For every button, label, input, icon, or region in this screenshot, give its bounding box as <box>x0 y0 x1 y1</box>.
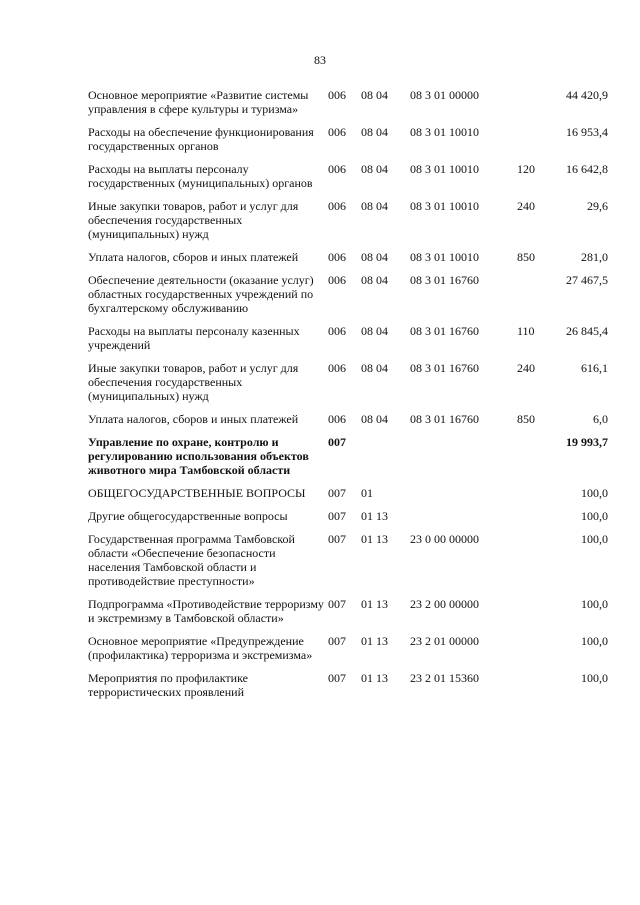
row-target-article-code: 08 3 01 16760 <box>410 324 479 338</box>
row-target-article-code <box>410 486 517 509</box>
row-section-code: 08 04 <box>361 361 388 375</box>
row-target-article-code: 08 3 01 16760 <box>410 273 479 287</box>
table-row <box>88 273 608 324</box>
table-row <box>88 634 608 671</box>
row-amount: 16 642,8 <box>566 162 608 176</box>
row-grbs-code: 006 <box>328 273 346 287</box>
row-amount: 19 993,7 <box>566 435 608 449</box>
row-target-article-code: 08 3 01 00000 <box>410 88 479 102</box>
row-amount: 100,0 <box>581 509 608 523</box>
table-row <box>88 88 608 125</box>
row-name: Государственная программа Тамбовской области «Обеспечение безопасности населения Тамбовской области и противодействие преступности» <box>88 532 295 588</box>
row-expense-type-code <box>517 532 552 597</box>
table-row <box>88 125 608 162</box>
row-target-article-code: 08 3 01 10010 <box>410 125 479 139</box>
row-amount: 29,6 <box>587 199 608 213</box>
row-section-code <box>361 435 410 486</box>
table-row <box>88 361 608 412</box>
row-expense-type-code <box>517 125 552 162</box>
row-amount: 281,0 <box>581 250 608 264</box>
row-section-code: 08 04 <box>361 324 388 338</box>
row-grbs-code: 006 <box>328 361 346 375</box>
row-target-article-code <box>410 509 517 532</box>
row-amount: 616,1 <box>581 361 608 375</box>
row-grbs-code: 006 <box>328 199 346 213</box>
row-target-article-code: 08 3 01 16760 <box>410 412 479 426</box>
row-expense-type-code: 110 <box>517 324 535 338</box>
row-name: Основное мероприятие «Развитие системы управления в сфере культуры и туризма» <box>88 88 309 116</box>
row-expense-type-code <box>517 597 552 634</box>
row-name: Расходы на обеспечение функционирования государственных органов <box>88 125 314 153</box>
row-target-article-code: 08 3 01 10010 <box>410 250 479 264</box>
row-amount: 100,0 <box>581 671 608 685</box>
row-expense-type-code: 240 <box>517 361 535 375</box>
table-row <box>88 324 608 361</box>
table-row <box>88 509 608 532</box>
table-row <box>88 162 608 199</box>
row-grbs-code: 006 <box>328 88 346 102</box>
row-name: Иные закупки товаров, работ и услуг для обеспечения государственных (муниципальных) нужд <box>88 199 299 241</box>
row-expense-type-code <box>517 671 552 708</box>
row-section-code: 08 04 <box>361 412 388 426</box>
table-row <box>88 250 608 273</box>
row-amount: 100,0 <box>581 532 608 546</box>
row-grbs-code: 006 <box>328 324 346 338</box>
row-grbs-code: 006 <box>328 250 346 264</box>
row-expense-type-code <box>517 634 552 671</box>
row-name: Расходы на выплаты персоналу государственных (муниципальных) органов <box>88 162 313 190</box>
row-amount: 26 845,4 <box>566 324 608 338</box>
row-section-code: 08 04 <box>361 199 388 213</box>
row-grbs-code: 007 <box>328 532 346 546</box>
row-target-article-code: 23 0 00 00000 <box>410 532 479 546</box>
row-grbs-code: 007 <box>328 435 346 449</box>
row-grbs-code: 007 <box>328 509 346 523</box>
row-name: Подпрограмма «Противодействие терроризму и экстремизму в Тамбовской области» <box>88 597 324 625</box>
page-number: 83 <box>314 53 326 67</box>
row-section-code: 08 04 <box>361 250 388 264</box>
row-grbs-code: 007 <box>328 634 346 648</box>
row-name: Уплата налогов, сборов и иных платежей <box>88 412 299 426</box>
row-grbs-code: 007 <box>328 486 346 500</box>
table-row <box>88 532 608 597</box>
row-target-article-code: 23 2 01 15360 <box>410 671 479 685</box>
row-expense-type-code <box>517 273 552 324</box>
table-row <box>88 597 608 634</box>
row-expense-type-code: 850 <box>517 412 535 426</box>
row-expense-type-code <box>517 435 552 486</box>
table-row <box>88 671 608 708</box>
row-name: Иные закупки товаров, работ и услуг для обеспечения государственных (муниципальных) нужд <box>88 361 299 403</box>
row-amount: 27 467,5 <box>566 273 608 287</box>
row-grbs-code: 006 <box>328 162 346 176</box>
row-section-code: 08 04 <box>361 162 388 176</box>
row-amount: 6,0 <box>593 412 608 426</box>
row-section-code: 01 <box>361 486 373 500</box>
table-row <box>88 435 608 486</box>
row-expense-type-code: 850 <box>517 250 535 264</box>
row-amount: 100,0 <box>581 597 608 611</box>
row-grbs-code: 007 <box>328 671 346 685</box>
row-name: Расходы на выплаты персоналу казенных учреждений <box>88 324 300 352</box>
row-section-code: 01 13 <box>361 509 388 523</box>
budget-table-body <box>88 88 608 708</box>
row-section-code: 08 04 <box>361 88 388 102</box>
row-grbs-code: 006 <box>328 412 346 426</box>
table-row <box>88 199 608 250</box>
row-amount: 100,0 <box>581 634 608 648</box>
table-row <box>88 486 608 509</box>
row-section-code: 01 13 <box>361 532 388 546</box>
row-amount: 100,0 <box>581 486 608 500</box>
row-section-code: 01 13 <box>361 671 388 685</box>
row-name: Другие общегосударственные вопросы <box>88 509 288 523</box>
row-expense-type-code <box>517 509 552 532</box>
row-section-code: 01 13 <box>361 634 388 648</box>
row-expense-type-code: 120 <box>517 162 535 176</box>
row-name: Обеспечение деятельности (оказание услуг) областных государственных учреждений по бухгалтерскому обслуживанию <box>88 273 314 315</box>
row-expense-type-code: 240 <box>517 199 535 213</box>
row-expense-type-code <box>517 486 552 509</box>
row-section-code: 08 04 <box>361 125 388 139</box>
row-grbs-code: 007 <box>328 597 346 611</box>
row-expense-type-code <box>517 88 552 125</box>
row-amount: 44 420,9 <box>566 88 608 102</box>
table-row <box>88 412 608 435</box>
row-name: ОБЩЕГОСУДАРСТВЕННЫЕ ВОПРОСЫ <box>88 486 306 500</box>
row-name: Мероприятия по профилактике террористических проявлений <box>88 671 248 699</box>
row-name: Основное мероприятие «Предупреждение (профилактика) терроризма и экстремизма» <box>88 634 313 662</box>
row-name: Уплата налогов, сборов и иных платежей <box>88 250 299 264</box>
row-target-article-code: 08 3 01 16760 <box>410 361 479 375</box>
row-name: Управление по охране, контролю и регулированию использования объектов животного мира Тамбовской области <box>88 435 309 477</box>
row-grbs-code: 006 <box>328 125 346 139</box>
row-target-article-code: 08 3 01 10010 <box>410 162 479 176</box>
row-target-article-code: 23 2 00 00000 <box>410 597 479 611</box>
row-target-article-code <box>410 435 517 486</box>
row-target-article-code: 08 3 01 10010 <box>410 199 479 213</box>
row-amount: 16 953,4 <box>566 125 608 139</box>
row-section-code: 01 13 <box>361 597 388 611</box>
row-target-article-code: 23 2 01 00000 <box>410 634 479 648</box>
budget-table <box>88 88 608 708</box>
row-section-code: 08 04 <box>361 273 388 287</box>
